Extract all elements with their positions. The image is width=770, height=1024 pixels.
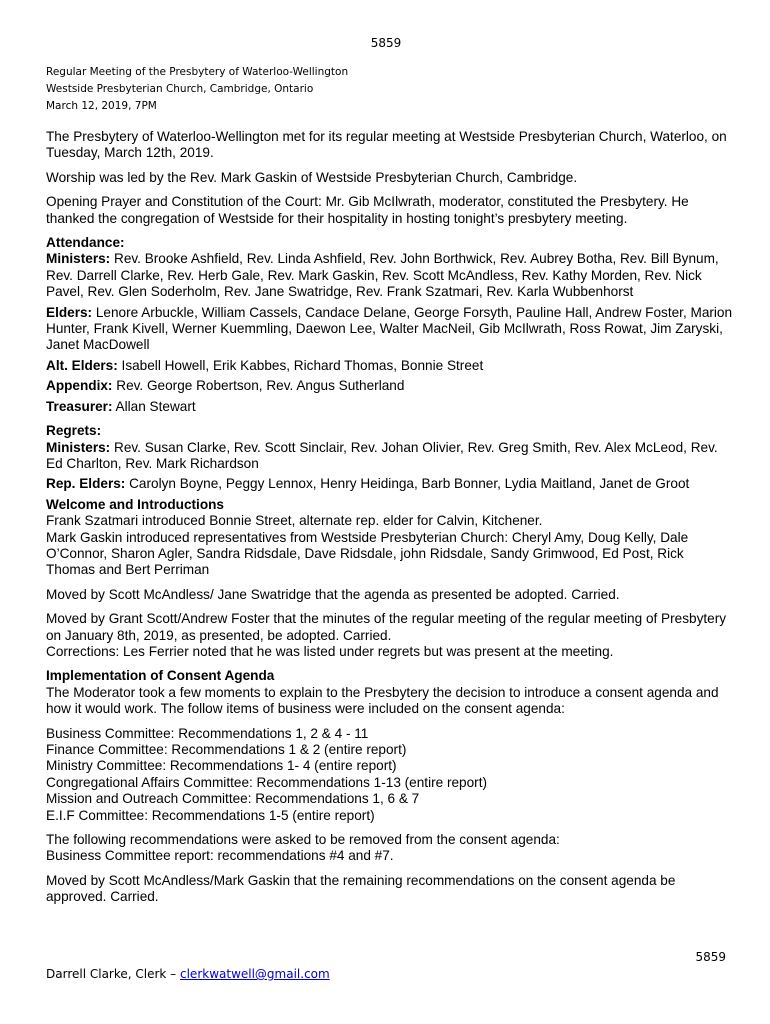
meeting-date: March 12, 2019, 7PM bbox=[46, 100, 157, 112]
list-item: E.I.F Committee: Recommendations 1-5 (entire report) bbox=[46, 807, 375, 823]
removed-items-section bbox=[46, 832, 736, 865]
corrections-note: Corrections: Les Ferrier noted that he was listed under regrets but was present at the meeting. bbox=[46, 643, 614, 659]
clerk-name: Darrell Clarke, Clerk – bbox=[46, 967, 180, 981]
attendance-ministers: Ministers: Rev. Brooke Ashfield, Rev. Linda Ashfield, Rev. John Borthwick, Rev. Aubrey Botha, Rev. Bill Bynum, Rev. Darrell Clarke, Rev. Herb Gale, Rev. Mark Gaskin, Rev. Scott McAndless, Rev. Kathy Morden, Rev. Nick Pavel, Rev. Glen Soderholm, Rev. Jane Swatridge, Rev. Frank Szatmari, Rev. Karla Wubbenhorst bbox=[46, 251, 719, 300]
removed-item: Business Committee report: recommendations #4 and #7. bbox=[46, 848, 394, 864]
consent-section bbox=[46, 668, 736, 717]
welcome-heading: Welcome and Introductions bbox=[46, 496, 224, 512]
meeting-header bbox=[46, 64, 736, 115]
meeting-title: Regular Meeting of the Presbytery of Waterloo-Wellington bbox=[46, 66, 349, 78]
meeting-location: Westside Presbyterian Church, Cambridge, Ontario bbox=[46, 83, 314, 95]
attendance-appendix: Appendix: Rev. George Robertson, Rev. Angus Sutherland bbox=[46, 378, 405, 394]
clerk-email-link[interactable]: clerkwatwell@gmail.com bbox=[180, 967, 330, 981]
consent-final-motion: Moved by Scott McAndless/Mark Gaskin that the remaining recommendations on the consent agenda be approved. Carried. bbox=[46, 872, 676, 905]
attendance-alt-elders: Alt. Elders: Isabell Howell, Erik Kabbes, Richard Thomas, Bonnie Street bbox=[46, 357, 484, 373]
worship-paragraph: Worship was led by the Rev. Mark Gaskin of Westside Presbyterian Church, Cambridge. bbox=[46, 169, 578, 185]
regrets-ministers: Ministers: Rev. Susan Clarke, Rev. Scott Sinclair, Rev. Johan Olivier, Rev. Greg Smith, Rev. Alex McLeod, Rev. Ed Charlton, Rev. Mark Richardson bbox=[46, 439, 718, 471]
attendance-heading: Attendance: bbox=[46, 235, 125, 251]
consent-intro: The Moderator took a few moments to explain to the Presbytery the decision to introduce a consent agenda and how it would work. The follow items of business were included on the consent agenda: bbox=[46, 684, 719, 717]
minutes-motion: Moved by Grant Scott/Andrew Foster that the minutes of the regular meeting of the regular meeting of Presbytery on January 8th, 2019, as presented, be adopted. Carried. bbox=[46, 611, 727, 643]
minutes-body bbox=[46, 129, 736, 906]
welcome-section bbox=[46, 497, 736, 579]
welcome-line-1: Frank Szatmari introduced Bonnie Street, alternate rep. elder for Calvin, Kitchener. bbox=[46, 513, 543, 529]
minutes-motion-section bbox=[46, 611, 736, 660]
footer-signature bbox=[46, 967, 330, 981]
regrets-section bbox=[46, 423, 736, 472]
list-item: Business Committee: Recommendations 1, 2 & 4 - 11 bbox=[46, 725, 369, 741]
page-number-bottom: 5859 bbox=[695, 950, 726, 964]
consent-items-list bbox=[46, 726, 736, 824]
attendance-elders: Elders: Lenore Arbuckle, William Cassels, Candace Delane, George Forsyth, Pauline Hall, Andrew Foster, Marion Hunter, Frank Kivell, Werner Kuemmling, Daewon Lee, Walter MacNeil, Gib McIlwrath, Ross Rowat, Jim Zaryski, Janet MacDowell bbox=[46, 304, 733, 353]
consent-heading: Implementation of Consent Agenda bbox=[46, 668, 275, 684]
intro-paragraph: The Presbytery of Waterloo-Wellington met for its regular meeting at Westside Presbyterian Church, Waterloo, on Tuesday, March 12th, 2019. bbox=[46, 129, 727, 161]
agenda-motion: Moved by Scott McAndless/ Jane Swatridge that the agenda as presented be adopted. Carried. bbox=[46, 586, 620, 602]
attendance-section bbox=[46, 235, 736, 301]
list-item: Finance Committee: Recommendations 1 & 2 (entire report) bbox=[46, 742, 407, 757]
regrets-heading: Regrets: bbox=[46, 423, 102, 439]
regrets-rep-elders: Rep. Elders: Carolyn Boyne, Peggy Lennox, Henry Heidinga, Barb Bonner, Lydia Maitland, Janet de Groot bbox=[46, 476, 690, 492]
attendance-treasurer: Treasurer: Allan Stewart bbox=[46, 398, 196, 414]
removed-intro: The following recommendations were asked to be removed from the consent agenda: bbox=[46, 832, 560, 848]
welcome-line-2: Mark Gaskin introduced representatives from Westside Presbyterian Church: Cheryl Amy, Doug Kelly, Dale O’Connor, Sharon Agler, Sandra Ridsdale, Dave Ridsdale, john Ridsdale, Sandy Grimwood, Ed Post, Rick Thomas and Bert Perriman bbox=[46, 529, 689, 578]
list-item: Congregational Affairs Committee: Recommendations 1-13 (entire report) bbox=[46, 774, 487, 790]
page-number-top: 5859 bbox=[370, 36, 402, 50]
list-item: Ministry Committee: Recommendations 1- 4 (entire report) bbox=[46, 758, 397, 774]
list-item: Mission and Outreach Committee: Recommendations 1, 6 & 7 bbox=[46, 791, 420, 807]
opening-prayer-paragraph: Opening Prayer and Constitution of the Court: Mr. Gib McIlwrath, moderator, constituted the Presbytery. He thanked the congregation of Westside for their hospitality in hosting tonight’s presbytery meeting. bbox=[46, 194, 689, 226]
document-page bbox=[46, 36, 736, 914]
